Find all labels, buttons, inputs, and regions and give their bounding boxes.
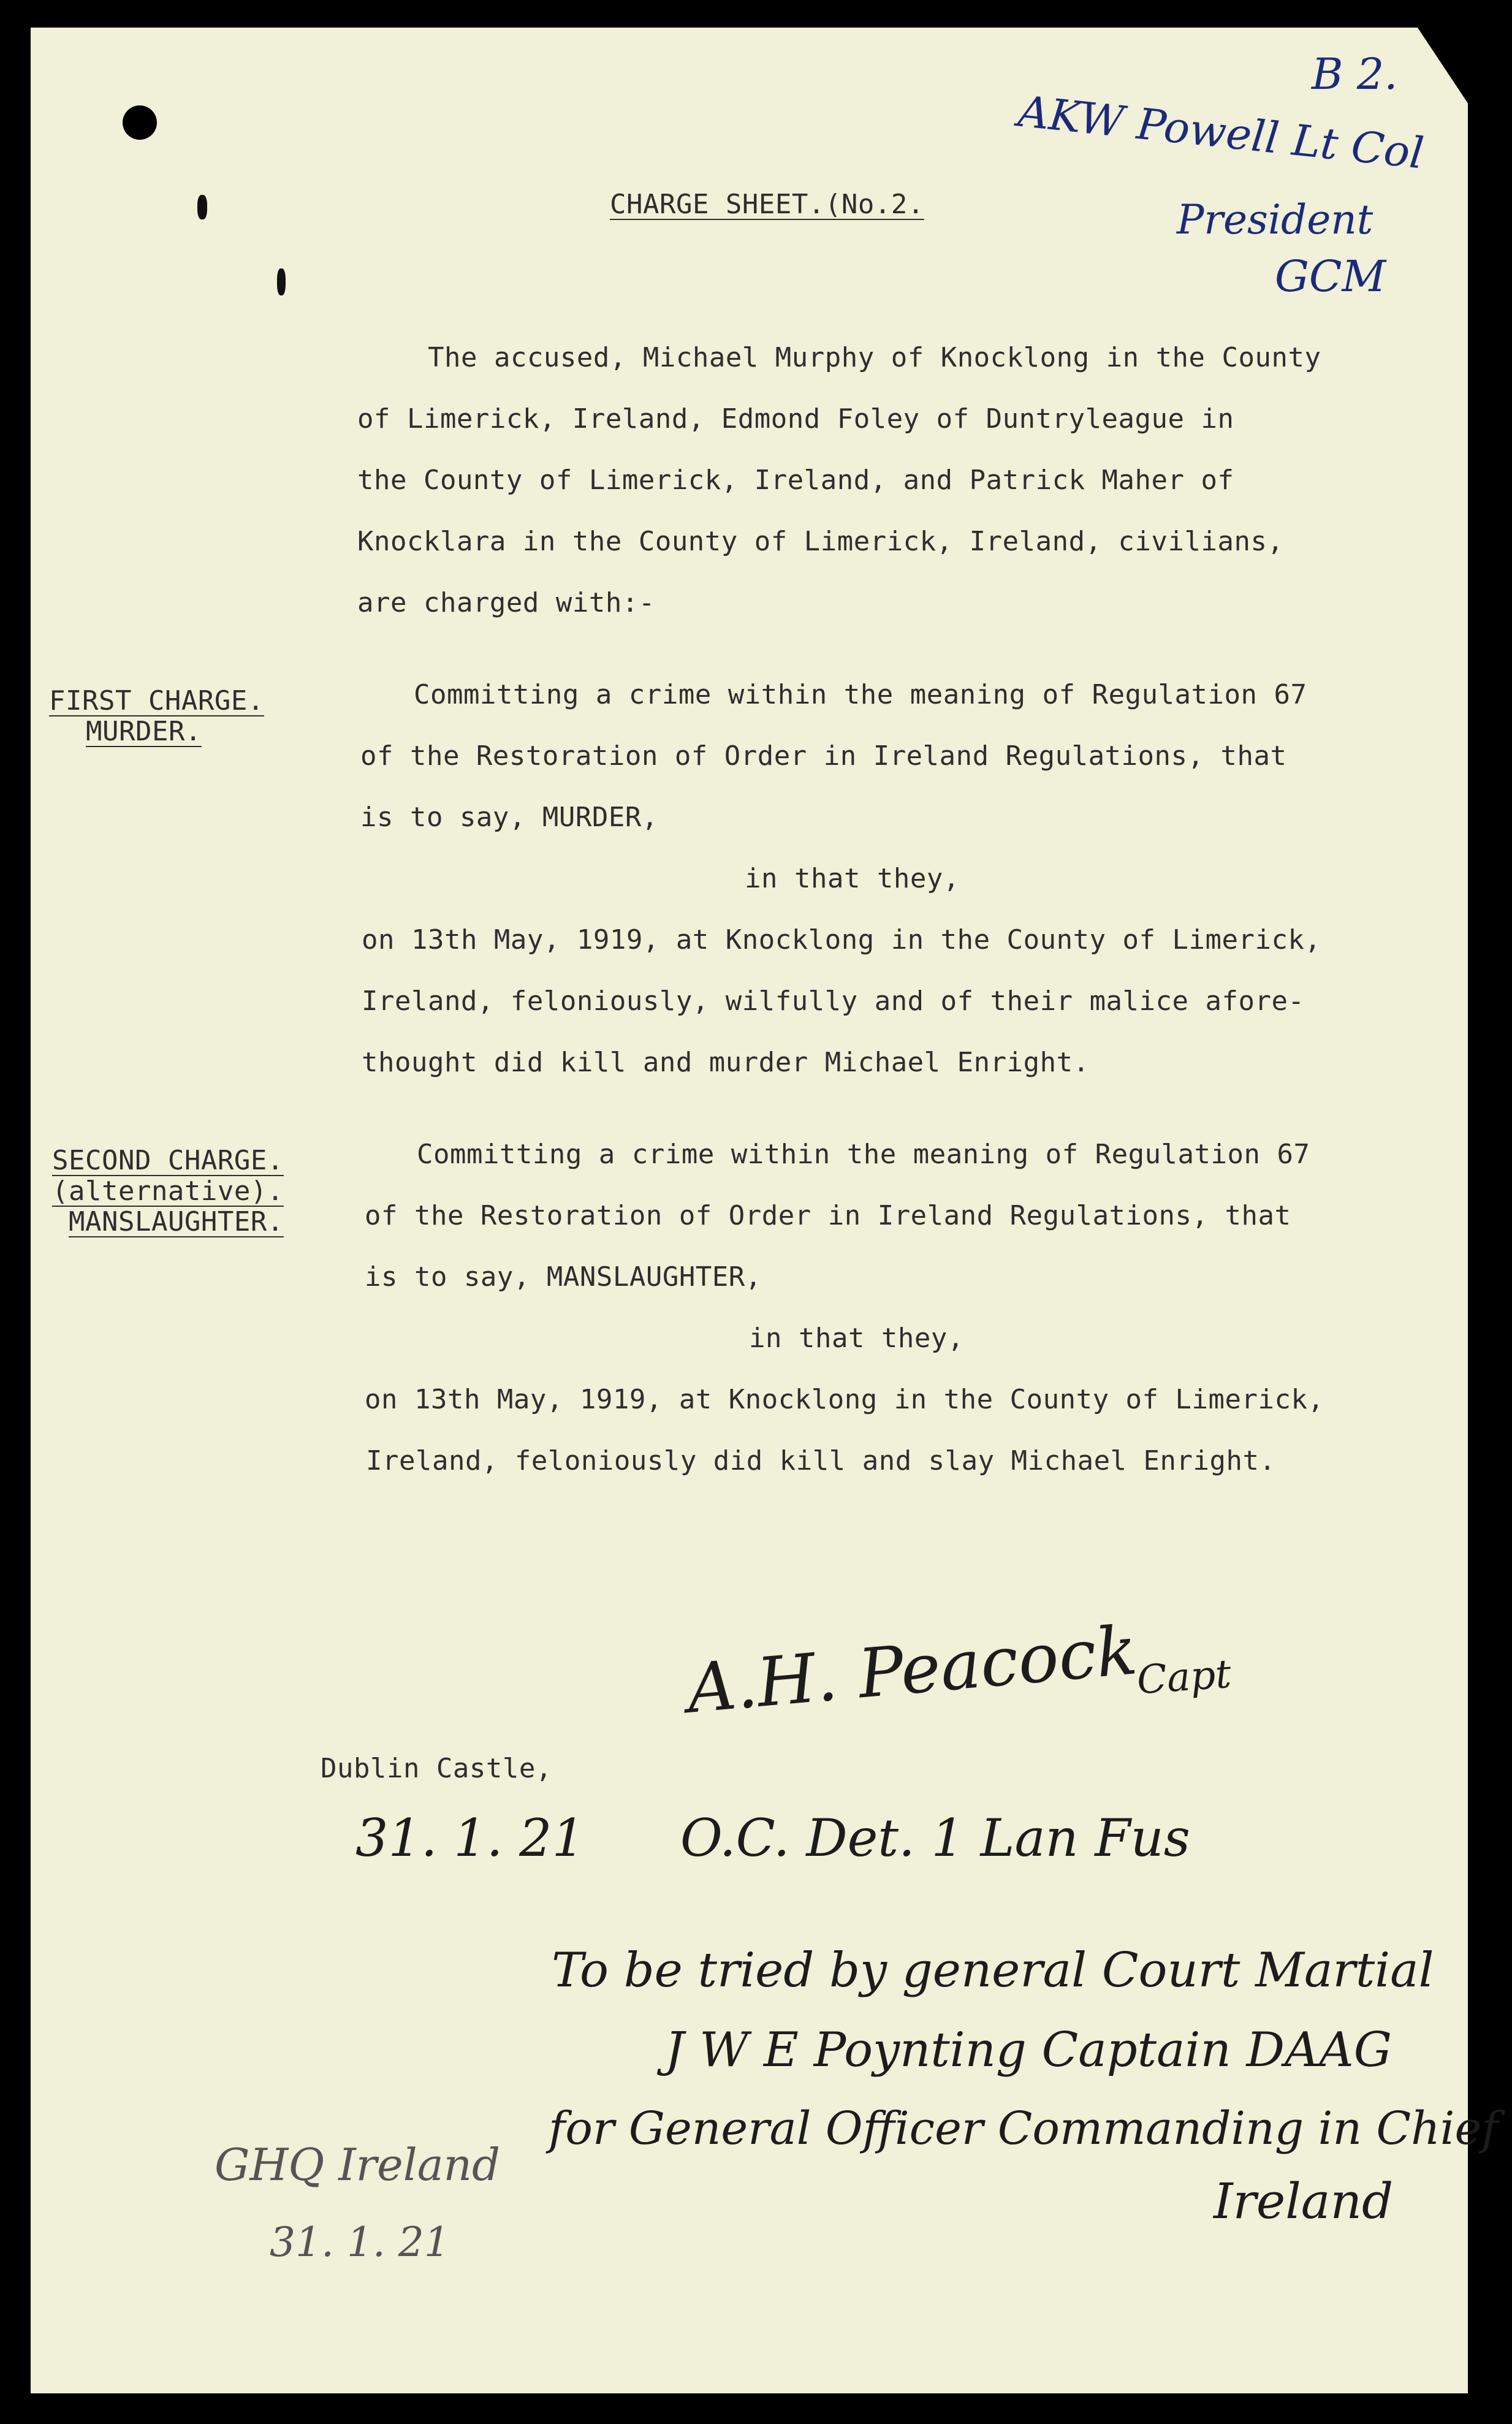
first-charge-line: in that they, xyxy=(745,863,960,894)
second-charge-label: SECOND CHARGE. xyxy=(52,1145,284,1176)
first-charge-line: thought did kill and murder Michael Enright. xyxy=(362,1047,1090,1078)
second-charge-line: Ireland, feloniously did kill and slay Michael Enright. xyxy=(366,1445,1276,1476)
intro-line: The accused, Michael Murphy of Knocklong in the County xyxy=(428,342,1321,373)
officer-rank: Capt xyxy=(1135,1651,1233,1704)
ghq-note: GHQ Ireland xyxy=(215,2139,501,2190)
intro-line: Knocklara in the County of Limerick, Ireland, civilians, xyxy=(357,526,1284,557)
intro-line: are charged with:- xyxy=(357,587,655,618)
document-title: CHARGE SHEET.(No.2. xyxy=(610,189,924,220)
first-charge-line: is to say, MURDER, xyxy=(360,802,658,833)
gcm-note: GCM xyxy=(1275,251,1386,302)
intro-line: the County of Limerick, Ireland, and Patrick Maher of xyxy=(357,465,1234,496)
president-title: President xyxy=(1177,196,1373,243)
order-signatory: J W E Poynting Captain DAAG xyxy=(665,2023,1392,2078)
place-of-issue: Dublin Castle, xyxy=(321,1753,552,1784)
corner-mark: B 2. xyxy=(1312,49,1398,99)
first-charge-line: Committing a crime within the meaning of Regulation 67 xyxy=(414,679,1307,710)
first-charge-label: FIRST CHARGE. xyxy=(49,685,264,716)
order-location: Ireland xyxy=(1214,2173,1394,2230)
first-charge-line: Ireland, feloniously, wilfully and of their malice afore- xyxy=(362,986,1305,1017)
ink-speck xyxy=(277,268,286,295)
first-charge-line: on 13th May, 1919, at Knocklong in the County of Limerick, xyxy=(362,924,1321,956)
first-charge-line: of the Restoration of Order in Ireland Regulations, that xyxy=(360,740,1287,772)
order-authority: for General Officer Commanding in Chief xyxy=(549,2102,1499,2155)
intro-line: of Limerick, Ireland, Edmond Foley of Duntryleague in xyxy=(357,403,1234,435)
ink-speck xyxy=(197,195,207,219)
second-charge-line: is to say, MANSLAUGHTER, xyxy=(365,1261,762,1293)
court-martial-order: To be tried by general Court Martial xyxy=(552,1943,1434,1998)
second-charge-line: on 13th May, 1919, at Knocklong in the County of Limerick, xyxy=(365,1384,1324,1415)
second-charge-offence: MANSLAUGHTER. xyxy=(69,1206,284,1237)
ghq-date: 31. 1. 21 xyxy=(270,2219,450,2266)
second-charge-alternative: (alternative). xyxy=(52,1176,284,1207)
first-charge-offence: MURDER. xyxy=(86,716,202,747)
second-charge-line: of the Restoration of Order in Ireland Regulations, that xyxy=(365,1200,1291,1231)
president-signature: AKW Powell Lt Col xyxy=(1016,86,1426,179)
second-charge-line: in that they, xyxy=(749,1323,964,1354)
issue-date: 31. 1. 21 xyxy=(355,1808,585,1868)
officer-unit: O.C. Det. 1 Lan Fus xyxy=(680,1808,1190,1868)
punch-hole xyxy=(123,105,157,140)
second-charge-line: Committing a crime within the meaning of Regulation 67 xyxy=(417,1139,1310,1170)
officer-signature: A.H. Peacock xyxy=(683,1611,1141,1728)
